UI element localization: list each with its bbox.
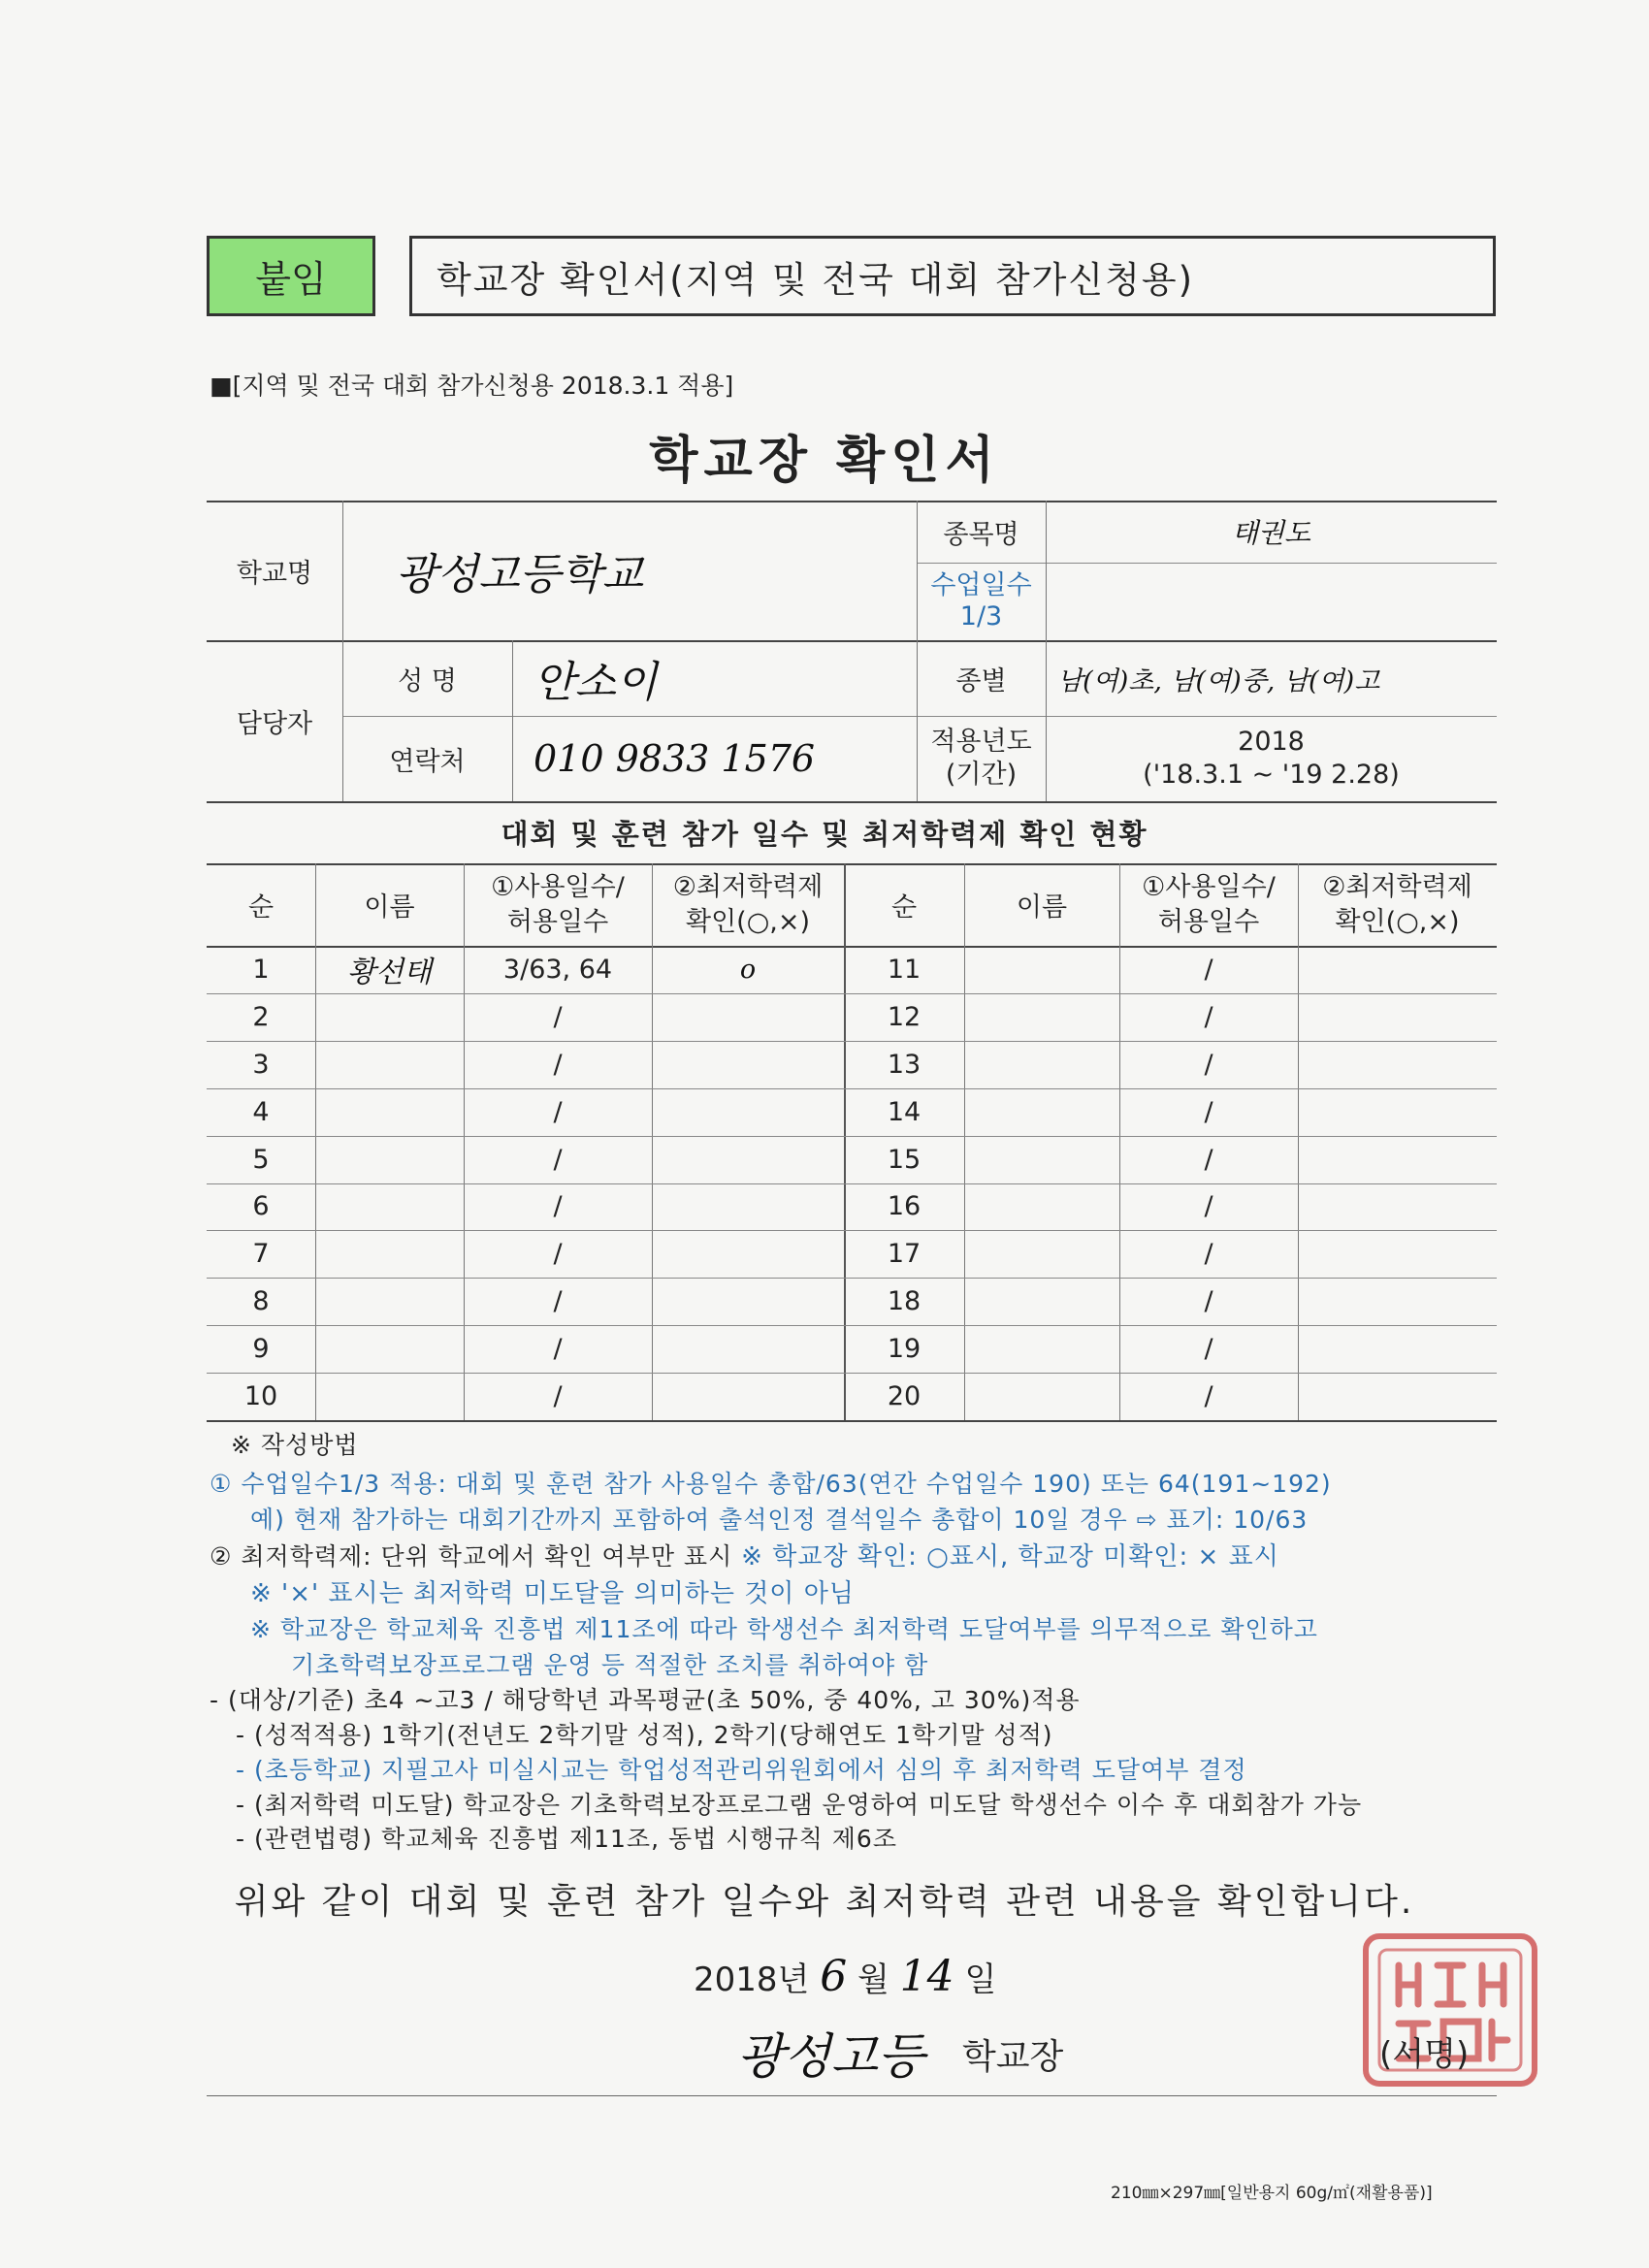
note-3: ※ '×' 표시는 최저학력 미도달을 의미하는 것이 아님 (250, 1579, 855, 1608)
row-number: 8 (252, 1286, 270, 1317)
info-line (207, 801, 1497, 803)
row-name (964, 1183, 1119, 1231)
category-value: 남(여)초, 남(여)중, 남(여)고 (1057, 665, 1380, 697)
school-label: 학교명 (236, 558, 313, 589)
table-title: 대회 및 훈련 참가 일수 및 최저학력제 확인 현황 (501, 818, 1148, 851)
detail-3: - (초등학교) 지필고사 미실시교는 학업성적관리위원회에서 심의 후 최저학력 도달여부 결정 (236, 1756, 1247, 1784)
row-number: 11 (887, 954, 922, 985)
note-4-line1: ※ 학교장은 학교체육 진흥법 제11조에 따라 학생선수 최저학력 도달여부를 의무적으로 확인하고 (250, 1615, 1318, 1643)
confirmation-statement: 위와 같이 대회 및 훈련 참가 일수와 최저학력 관련 내용을 확인합니다. (234, 1882, 1415, 1922)
row-number: 10 (243, 1381, 278, 1412)
row-name (315, 993, 464, 1041)
row-check (652, 1373, 844, 1420)
detail-1: - (대상/기준) 초4 ~고3 / 해당학년 과목평균(초 50%, 중 40%, 고 30%)적용 (210, 1686, 1081, 1714)
footer-divider (207, 2095, 1497, 2096)
row-check: o (739, 954, 757, 985)
header-check (1298, 863, 1497, 946)
row-number: 20 (887, 1381, 922, 1412)
header-title: 학교장 확인서(지역 및 전국 대회 참가신청용) (409, 236, 1496, 316)
row-days: / (1204, 1096, 1213, 1127)
row-check (1298, 1088, 1497, 1136)
row-number: 4 (252, 1096, 270, 1127)
row-days: / (1204, 1239, 1213, 1270)
year-value-cell (1046, 716, 1497, 801)
row-number: 18 (887, 1286, 922, 1317)
date-month: 6 (820, 1952, 848, 2001)
class-days-label-line1: 수업일수 (930, 569, 1032, 600)
row-name (964, 1136, 1119, 1183)
row-days: / (553, 1286, 563, 1317)
row-check (652, 993, 844, 1041)
row-number: 9 (252, 1334, 270, 1365)
row-number: 15 (887, 1144, 922, 1175)
row-name (964, 1230, 1119, 1278)
row-number: 13 (887, 1049, 922, 1080)
row-days: / (1204, 1001, 1213, 1032)
header-name: 이름 (364, 892, 415, 923)
row-number: 12 (887, 1001, 922, 1032)
row-number: 17 (887, 1239, 922, 1270)
row-days: / (1204, 1381, 1213, 1412)
header-days-line2: 허용일수 (1157, 906, 1260, 937)
year-value: 2018 (1238, 727, 1305, 758)
row-number: 16 (887, 1191, 922, 1222)
row-number: 6 (252, 1191, 270, 1222)
row-check (1298, 1230, 1497, 1278)
school-value: 광성고등학교 (396, 550, 644, 599)
row-name (964, 1325, 1119, 1373)
signer-school: 광성고등 (737, 2028, 925, 2085)
contact-label: 연락처 (389, 746, 466, 777)
date-year: 2018년 (694, 1960, 810, 1999)
header-check-line2: 확인(○,×) (1335, 906, 1460, 937)
row-check (652, 1041, 844, 1088)
row-name (315, 1230, 464, 1278)
note-4-line2: 기초학력보장프로그램 운영 등 적절한 조치를 취하여야 함 (291, 1651, 929, 1679)
row-name (964, 1088, 1119, 1136)
row-name: 황선태 (347, 956, 432, 990)
note-2-suffix: ※ 학교장 확인: ○표시, 학교장 미확인: × 표시 (741, 1542, 1279, 1571)
row-days: / (553, 1381, 563, 1412)
year-label-line2: (기간) (945, 760, 1018, 790)
row-days: / (553, 1049, 563, 1080)
row-number: 3 (252, 1049, 270, 1080)
row-name (315, 1088, 464, 1136)
row-check (652, 1230, 844, 1278)
row-check (1298, 1278, 1497, 1325)
header-no: 순 (247, 892, 275, 923)
row-number: 14 (887, 1096, 922, 1127)
row-days: 3/63, 64 (502, 954, 613, 985)
row-name (964, 1278, 1119, 1325)
row-name (964, 1041, 1119, 1088)
row-days: / (1204, 1144, 1213, 1175)
header-name: 이름 (1016, 892, 1068, 923)
row-name (964, 993, 1119, 1041)
row-name (964, 1373, 1119, 1420)
row-check (1298, 1136, 1497, 1183)
row-number: 2 (252, 1001, 270, 1032)
header-days-line1: ①사용일수/ (1142, 872, 1276, 903)
row-check (1298, 1325, 1497, 1373)
principal-title: 학교장 (962, 2037, 1064, 2077)
row-days: / (1204, 1049, 1213, 1080)
row-name (315, 1041, 464, 1088)
row-days: / (553, 1096, 563, 1127)
row-days: / (553, 1334, 563, 1365)
header-no: 순 (890, 892, 918, 923)
row-check (652, 1088, 844, 1136)
detail-5: - (관련법령) 학교체육 진흥법 제11조, 동법 시행규칙 제6조 (236, 1825, 897, 1853)
year-label (917, 716, 1046, 801)
name-label: 성 명 (398, 665, 457, 697)
row-days: / (1204, 1191, 1213, 1222)
row-number: 5 (252, 1144, 270, 1175)
event-label: 종목명 (943, 519, 1019, 550)
row-days: / (1204, 1334, 1213, 1365)
class-days-label (917, 563, 1046, 640)
row-check (1298, 946, 1497, 993)
header-check-line1: ②최저학력제 (672, 872, 824, 903)
row-name (315, 1373, 464, 1420)
header-days-line1: ①사용일수/ (491, 872, 625, 903)
paper-spec: 210㎜×297㎜[일반용지 60g/㎡(재활용품)] (1111, 2184, 1433, 2203)
row-number: 7 (252, 1239, 270, 1270)
row-check (1298, 1041, 1497, 1088)
row-check (1298, 1183, 1497, 1231)
row-number: 1 (252, 954, 270, 985)
row-days: / (553, 1001, 563, 1032)
row-check (652, 1136, 844, 1183)
row-days: / (553, 1239, 563, 1270)
row-name (315, 1136, 464, 1183)
page-title: 학교장 확인서 (649, 432, 1000, 490)
row-check (1298, 1373, 1497, 1420)
signature-label: (서명) (1379, 2035, 1470, 2074)
row-name (315, 1278, 464, 1325)
note-2-prefix: ② 최저학력제: 단위 학교에서 확인 여부만 표시 (210, 1542, 733, 1571)
row-days: / (553, 1144, 563, 1175)
date-day-unit: 일 (964, 1960, 997, 1999)
period-value: ('18.3.1 ~ '19 2.28) (1143, 760, 1400, 790)
header-check-line1: ②최저학력제 (1322, 872, 1472, 903)
row-check (652, 1325, 844, 1373)
attachment-badge: 붙임 (207, 236, 375, 316)
row-number: 19 (887, 1334, 922, 1365)
date-line (694, 1952, 996, 2001)
row-name (964, 946, 1119, 993)
row-days: / (1204, 954, 1213, 985)
detail-2: - (성적적용) 1학기(전년도 2학기말 성적), 2학기(당해연도 1학기말 성적) (236, 1721, 1053, 1749)
event-value: 태권도 (1231, 517, 1311, 549)
header-days (1119, 863, 1298, 946)
year-label-line1: 적용년도 (930, 727, 1032, 758)
row-days: / (553, 1191, 563, 1222)
detail-4: - (최저학력 미도달) 학교장은 기초학력보장프로그램 운영하여 미도달 학생선수 이수 후 대회참가 가능 (236, 1791, 1363, 1819)
note-1-line1: ① 수업일수1/3 적용: 대회 및 훈련 참가 사용일수 총합/63(연간 수업일수 190) 또는 64(191~192) (210, 1470, 1332, 1498)
category-label: 종별 (955, 665, 1007, 697)
header-check-line2: 확인(○,×) (686, 906, 810, 937)
name-value: 안소이 (534, 658, 658, 707)
manager-label: 담당자 (236, 708, 313, 739)
header-days (464, 863, 652, 946)
table-line (207, 1420, 1497, 1422)
row-check (652, 1278, 844, 1325)
row-days: / (1204, 1286, 1213, 1317)
class-days-label-line2: 1/3 (959, 601, 1003, 632)
note-1-line2: 예) 현재 참가하는 대회기간까지 포함하여 출석인정 결석일수 총합이 10일 경우 ⇨ 표기: 10/63 (250, 1506, 1309, 1534)
notes-heading: ※ 작성방법 (231, 1431, 359, 1459)
row-check (652, 1183, 844, 1231)
header-check (652, 863, 844, 946)
contact-value: 010 9833 1576 (534, 737, 816, 780)
subtitle: ■[지역 및 전국 대회 참가신청용 2018.3.1 적용] (210, 372, 734, 400)
row-check (1298, 993, 1497, 1041)
note-2 (210, 1537, 1279, 1572)
header-days-line2: 허용일수 (506, 906, 609, 937)
row-name (315, 1325, 464, 1373)
date-day: 14 (899, 1952, 954, 2001)
date-month-unit: 월 (857, 1960, 889, 1999)
row-name (315, 1183, 464, 1231)
